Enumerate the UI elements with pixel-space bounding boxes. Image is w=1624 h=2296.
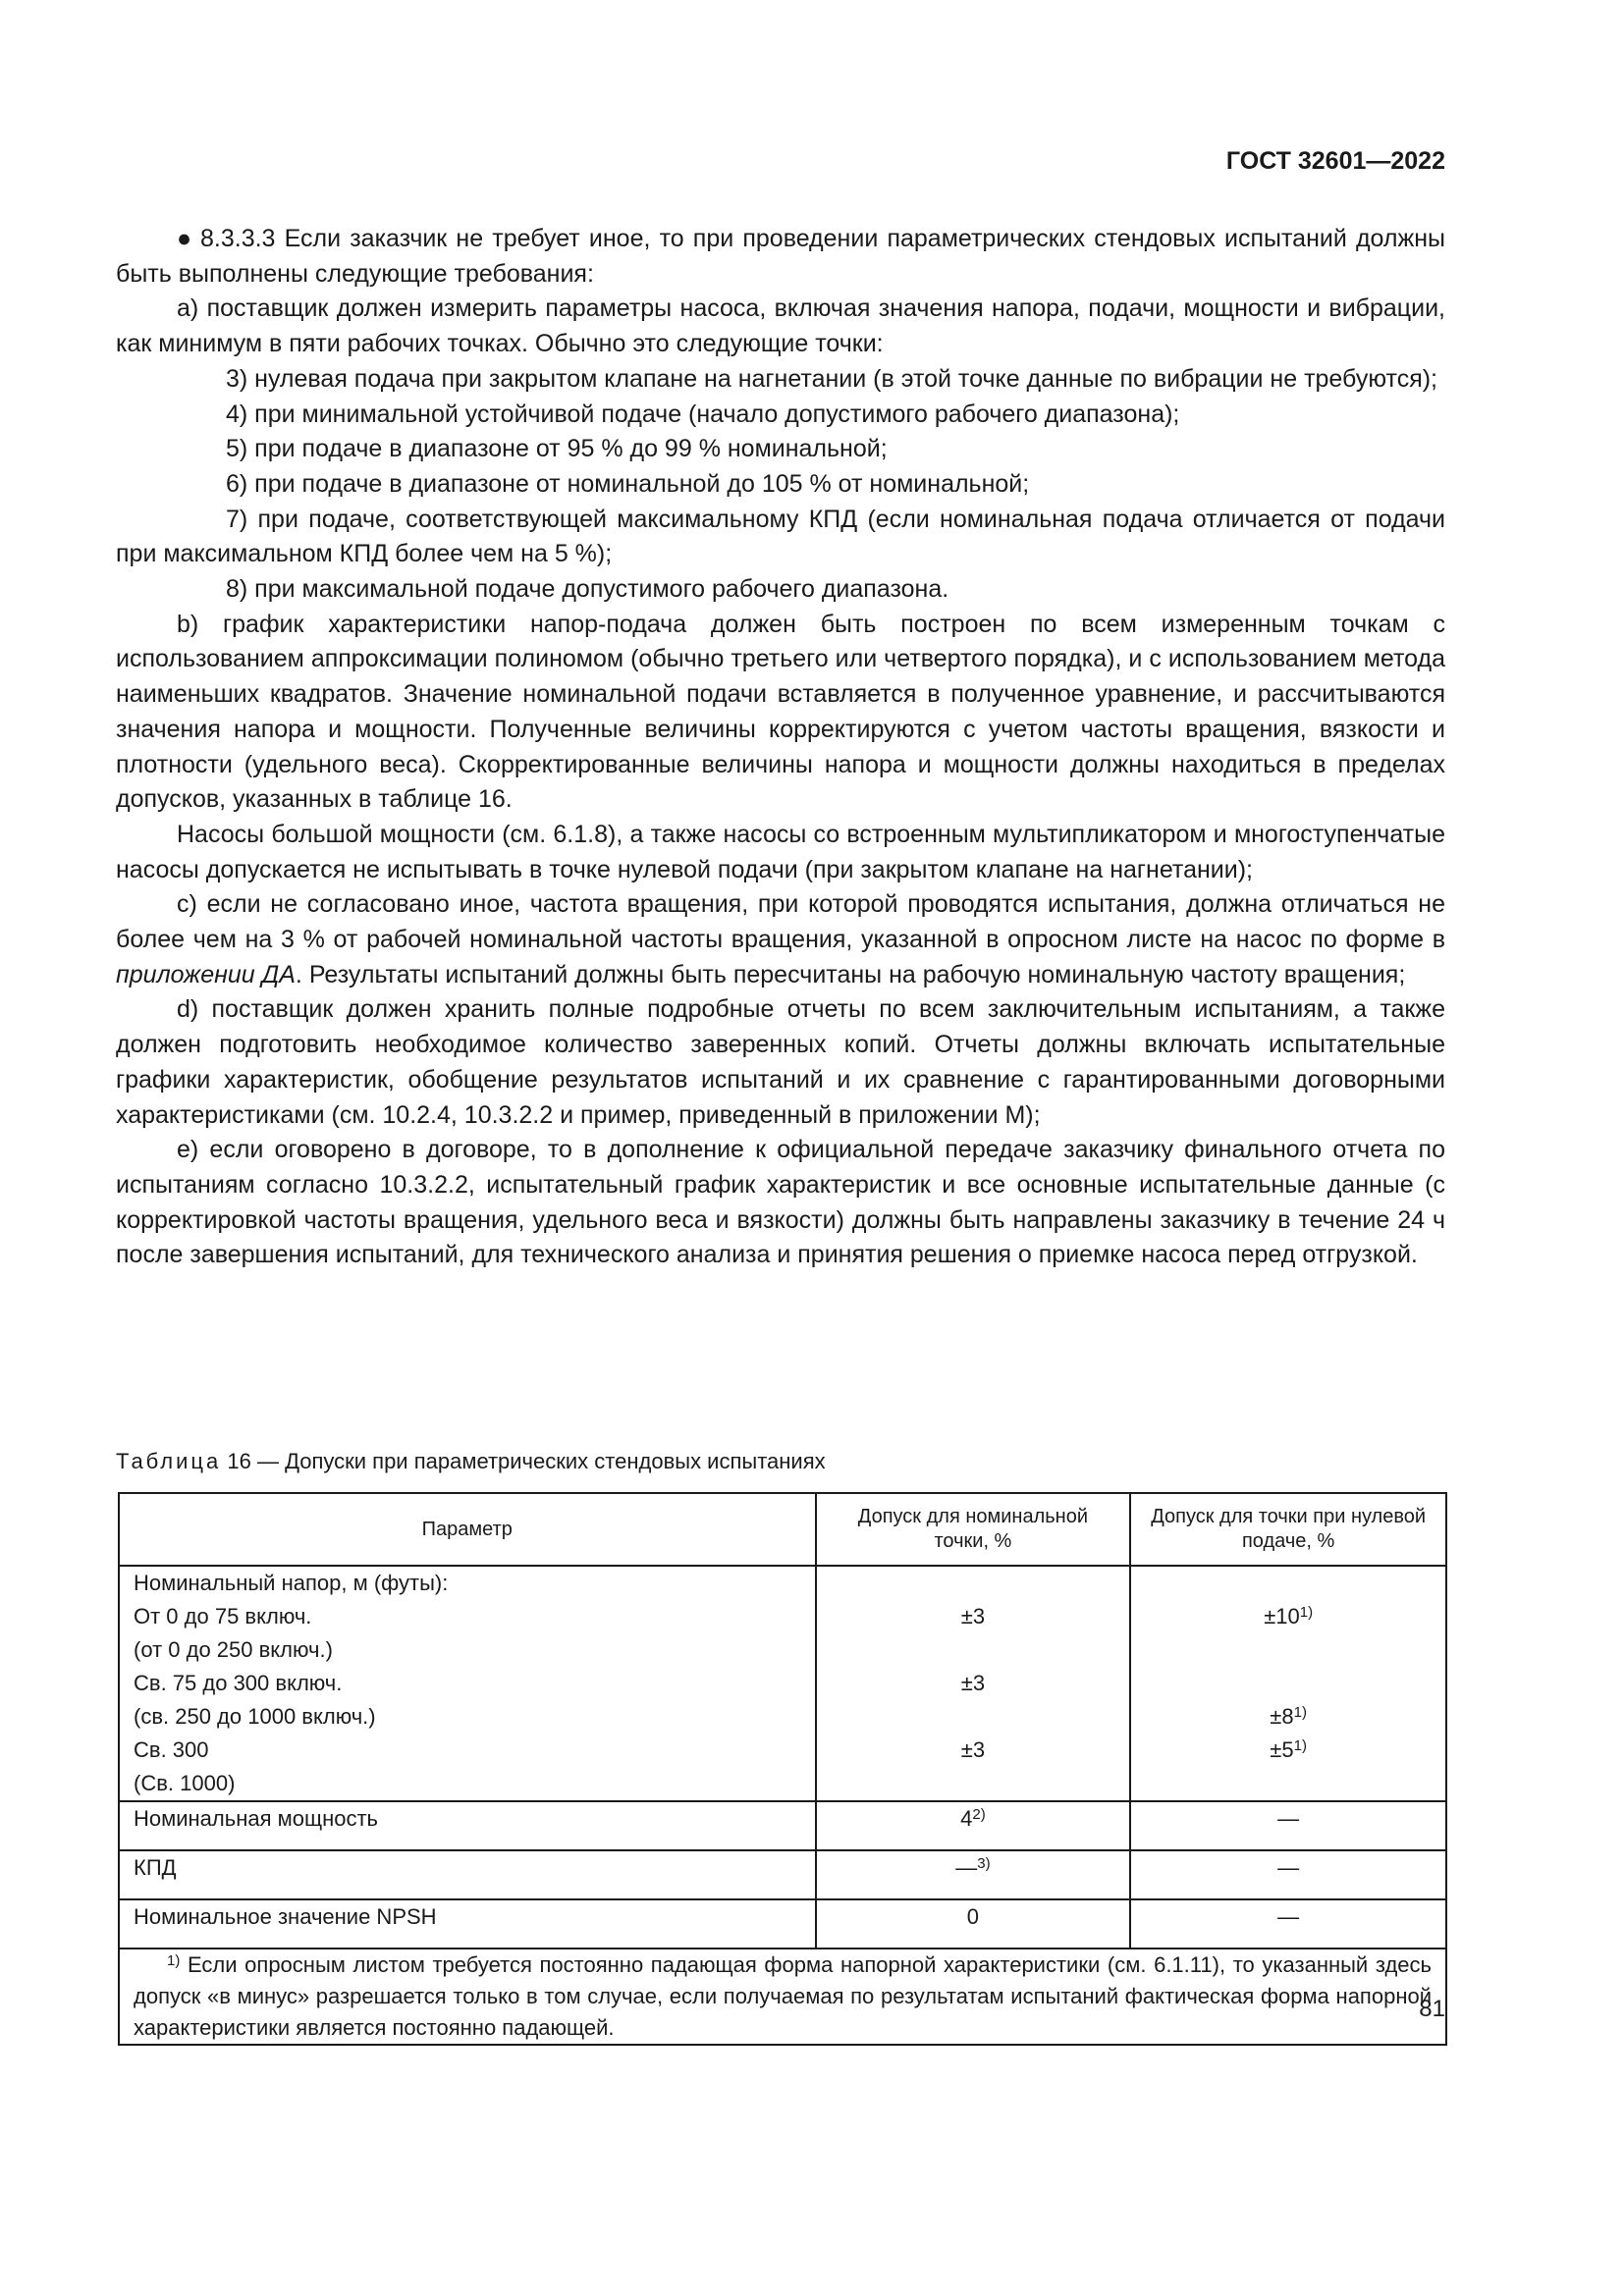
footnote-ref: 1) (1299, 1604, 1314, 1621)
page-number: 81 (1419, 1996, 1445, 2022)
header-nominal-tolerance: Допуск для номинальной точки, % (816, 1493, 1131, 1566)
document-header: ГОСТ 32601—2022 (1225, 147, 1445, 175)
table-row: КПД —$^{3)}$ — (119, 1850, 1446, 1899)
cell-head-nominal: ±3 ±3 ±3 (816, 1566, 1131, 1801)
table-caption-label: Таблица (116, 1449, 222, 1473)
point-7: 7) при подаче, соответствующей максимальному КПД (если номинальная подача отличается от подачи при максимальном КПД более чем на 5 %); (116, 505, 1445, 568)
table-row: Номинальное значение NPSH 0 — (119, 1899, 1446, 1949)
table-row-head (119, 1566, 1446, 1801)
footnote-ref: 1) (1293, 1737, 1307, 1754)
footnote-mark: 1) (167, 1952, 181, 1969)
header-zero-flow-tolerance: Допуск для точки при нулевой подаче, % (1130, 1493, 1446, 1566)
footnote-ref: 2) (972, 1806, 986, 1823)
paragraph-high-power-pumps: Насосы большой мощности (см. 6.1.8), а также насосы со встроенным мультипликатором и многоступенчатые насосы допускается не испытывать в точке нулевой подачи (при закрытом клапане на нагнетании); (116, 820, 1445, 883)
table-footnote: $^{1)}$ Если опросным листом требуется постоянно падающая форма напорной характеристики (см. 6.1.11), то указанный здесь допуск «в минус» разрешается только в том случае, если получаемая по результатам испытаний фактическая форма напорной характеристики является постоянно падающей. (119, 1949, 1446, 2045)
body-text (116, 222, 1445, 1273)
point-4: 4) при минимальной устойчивой подаче (начало допустимого рабочего диапазона); (226, 400, 1180, 428)
item-d: d) поставщик должен хранить полные подробные отчеты по всем заключительным испытаниям, а также должен подготовить необходимое количество заверенных копий. Отчеты должны включать испытательные графики характеристик, обобщение результатов испытаний и их сравнение с гарантированными договорными характеристиками (см. 10.2.4, 10.3.2.2 и пример, приведенный в приложении М); (116, 995, 1445, 1129)
table-caption (116, 1449, 826, 1474)
cell-head-param: Номинальный напор, м (футы): От 0 до 75 включ. (от 0 до 250 включ.) Св. 75 до 300 включ. (св. 250 до 1000 включ.) Св. 300 (Св. 1000) (119, 1566, 816, 1801)
point-5: 5) при подаче в диапазоне от 95 % до 99 % номинальной; (226, 435, 888, 463)
item-c: c) если не согласовано иное, частота вращения, при которой проводятся испытания, должна отличаться не более чем на 3 % от рабочей номинальной частоты вращения, указанной в опросном листе на насос по форме в приложении ДА. Результаты испытаний должны быть пересчитаны на рабочую номинальную частоту вращения; (116, 890, 1445, 988)
item-b: b) график характеристики напор-подача должен быть построен по всем измеренным точкам с использованием аппроксимации полиномом (обычно третьего или четвертого порядка), и с использованием метода наименьших квадратов. Значение номинальной подачи вставляется в полученное уравнение, и рассчитываются значения напора и мощности. Полученные величины корректируются с учетом частоты вращения, вязкости и плотности (удельного веса). Скорректированные величины напора и мощности должны находиться в пределах допусков, указанных в таблице 16. (116, 610, 1445, 814)
item-a: a) поставщик должен измерить параметры насоса, включая значения напора, подачи, мощности и вибрации, как минимум в пяти рабочих точках. Обычно это следующие точки: (116, 294, 1445, 358)
footnote-ref: 3) (977, 1855, 991, 1872)
header-param: Параметр (119, 1493, 816, 1566)
paragraph-8-3-3-3: ● 8.3.3.3 Если заказчик не требует иное, то при проведении параметрических стендовых испытаний должны быть выполнены следующие требования: (116, 222, 1445, 292)
table-caption-text: 16 — Допуски при параметрических стендовых испытаниях (227, 1449, 826, 1473)
bullet-icon: ● (177, 225, 192, 252)
table-footnote-row (119, 1949, 1446, 2045)
point-6: 6) при подаче в диапазоне от номинальной до 105 % от номинальной; (226, 469, 1030, 498)
cell-head-zero-flow: $\pm 10^{1)}$ $\pm 8^{1)}$ $\pm 5^{1)}$ (1130, 1566, 1446, 1801)
appendix-reference: приложении ДА (116, 960, 296, 988)
item-e: e) если оговорено в договоре, то в дополнение к официальной передаче заказчику финального отчета по испытаниям согласно 10.3.2.2, испытательный график характеристик и все основные испытательные данные (с корректировкой частоты вращения, удельного веса и вязкости) должны быть направлены заказчику в течение 24 ч после завершения испытаний, для технического анализа и принятия решения о приемке насоса перед отгрузкой. (116, 1136, 1445, 1269)
point-8: 8) при максимальной подаче допустимого рабочего диапазона. (226, 575, 949, 604)
tolerance-table (118, 1492, 1447, 2046)
point-3: 3) нулевая подача при закрытом клапане на нагнетании (в этой точке данные по вибрации не требуются); (226, 364, 1437, 393)
footnote-ref: 1) (1293, 1704, 1307, 1721)
table-row: Номинальная мощность 4$^{2)}$ — (119, 1801, 1446, 1850)
table-header-row (119, 1493, 1446, 1566)
